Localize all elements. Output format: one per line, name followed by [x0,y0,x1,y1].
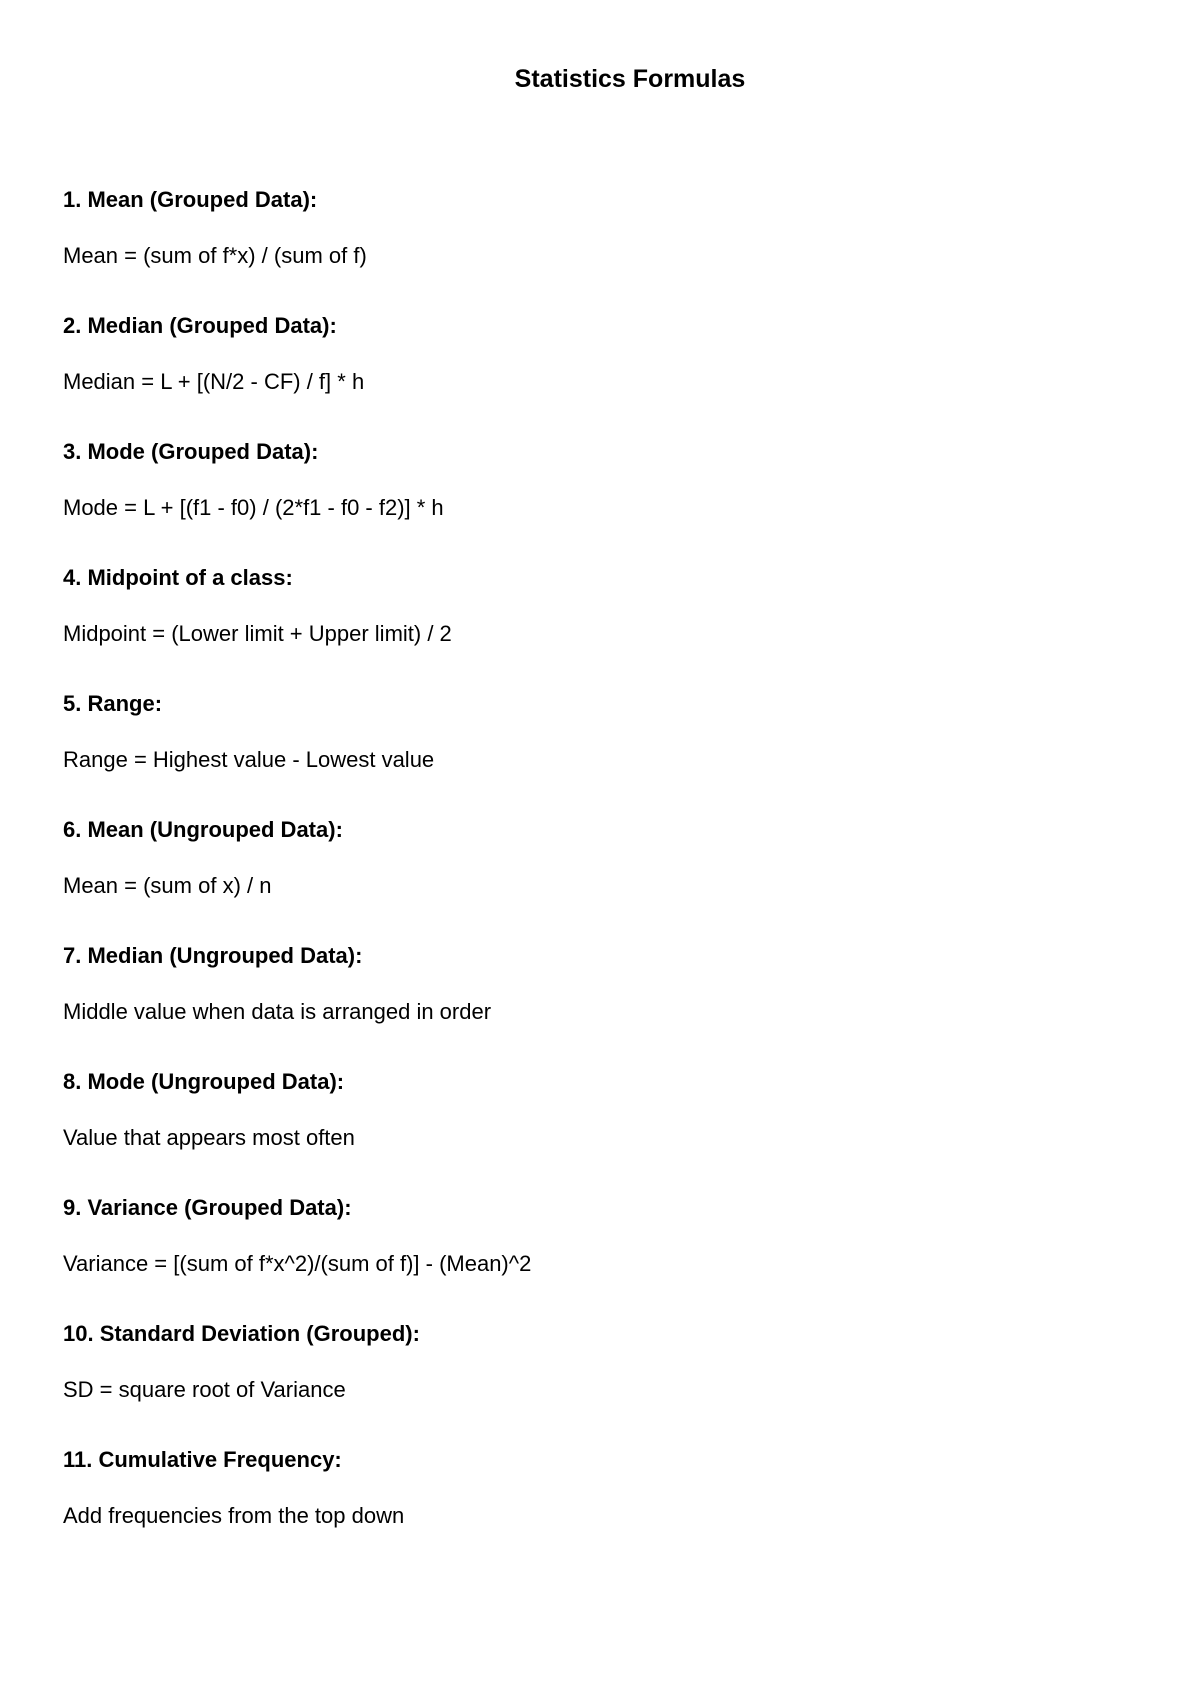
page-title: Statistics Formulas [514,65,746,93]
formula-body: Mode = L + [(f1 - f0) / (2*f1 - f0 - f2)] * h [63,495,444,520]
formula-body: Middle value when data is arranged in order [63,999,492,1024]
formula-body: Variance = [(sum of f*x^2)/(sum of f)] - (Mean)^2 [63,1251,532,1276]
formula-body: SD = square root of Variance [63,1377,346,1402]
formula-item-median-ungrouped [63,941,1143,1067]
formula-list [63,185,1143,1571]
formula-heading: 9. Variance (Grouped Data): [63,1195,352,1220]
formula-item-median-grouped [63,311,1143,437]
formula-item-mean-grouped [63,185,1143,311]
formula-body: Add frequencies from the top down [63,1503,405,1528]
formula-heading: 5. Range: [63,691,163,716]
formula-heading: 8. Mode (Ungrouped Data): [63,1069,345,1094]
formula-item-mode-ungrouped [63,1067,1143,1193]
formula-heading: 6. Mean (Ungrouped Data): [63,817,343,842]
formula-item-mean-ungrouped [63,815,1143,941]
formula-item-midpoint [63,563,1143,689]
formula-heading: 3. Mode (Grouped Data): [63,439,319,464]
formula-body: Value that appears most often [63,1125,355,1150]
formula-body: Range = Highest value - Lowest value [63,747,435,772]
formula-heading: 1. Mean (Grouped Data): [63,187,318,212]
formula-heading: 2. Median (Grouped Data): [63,313,337,338]
formula-heading: 7. Median (Ungrouped Data): [63,943,363,968]
formula-body: Mean = (sum of x) / n [63,873,272,898]
formula-body: Mean = (sum of f*x) / (sum of f) [63,243,367,268]
formula-item-standard-deviation [63,1319,1143,1445]
formula-body: Midpoint = (Lower limit + Upper limit) / 2 [63,621,452,646]
formula-body: Median = L + [(N/2 - CF) / f] * h [63,369,365,394]
formula-item-cumulative-frequency [63,1445,1143,1571]
formula-heading: 10. Standard Deviation (Grouped): [63,1321,420,1346]
formula-heading: 4. Midpoint of a class: [63,565,293,590]
formula-item-mode-grouped [63,437,1143,563]
formula-item-range [63,689,1143,815]
formula-heading: 11. Cumulative Frequency: [63,1447,342,1472]
formula-item-variance-grouped [63,1193,1143,1319]
